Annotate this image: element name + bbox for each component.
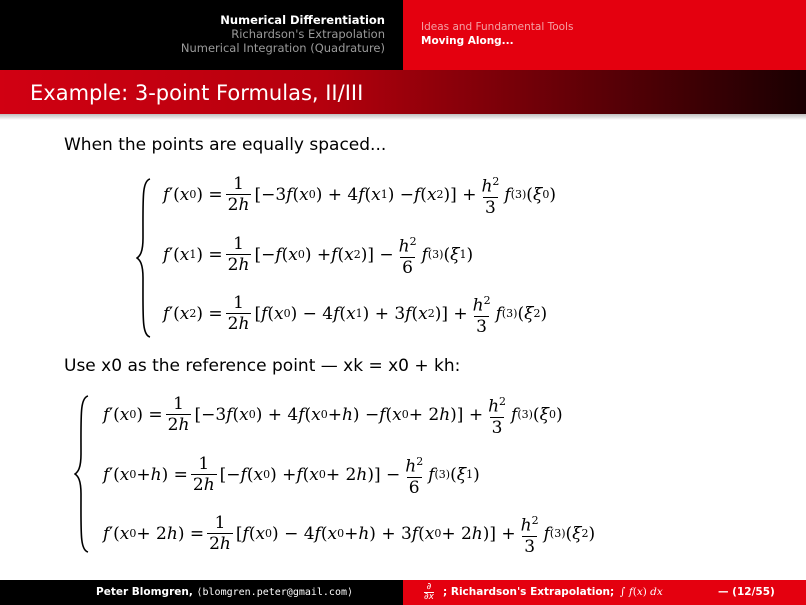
equation-fprime-x0: f ′( x 0 ) = $\frac{1}{2h}$ [−3 f ( x 0 ) + 4 f ( x 1 ) − f ( x 2 )] + $\frac{h^2}{3}$ f (3) ( ξ 0 )	[163, 174, 556, 218]
equation-fprime-x0-ref: f ′( x 0 ) = $\frac{1}{2h}$ [−3 f ( x 0 ) + 4 f ( x 0 + h ) − f ( x 0 + 2 h )] + $\frac{h^2}{3}$ f (3) ( ξ 0 )	[103, 394, 563, 438]
left-brace-system-2	[74, 395, 90, 553]
nav-subsection-moving-along[interactable]: Moving Along...	[421, 35, 514, 47]
nav-section-richardson[interactable]: Richardson's Extrapolation	[231, 27, 385, 41]
equation-fprime-x1: f ′( x 1 ) = $\frac{1}{2h}$ [− f ( x 0 ) + f ( x 2 )] − $\frac{h^2}{6}$ f (3) ( ξ 1 )	[163, 234, 474, 278]
equation-fprime-x0-plus-2h: f ′( x 0 + 2 h ) = $\frac{1}{2h}$ [ f ( x 0 ) − 4 f ( x 0 + h ) + 3 f ( x 0 + 2 h )] + $\frac{h^2}{3}$ f (3) ( ξ 2 )	[103, 513, 596, 557]
nav-subsection-ideas[interactable]: Ideas and Fundamental Tools	[421, 21, 574, 33]
nav-section-numerical-differentiation[interactable]: Numerical Differentiation	[220, 13, 385, 27]
header-sections-panel	[0, 0, 403, 70]
equation-fprime-x2: f ′( x 2 ) = $\frac{1}{2h}$ [ f ( x 0 ) − 4 f ( x 1 ) + 3 f ( x 2 )] + $\frac{h^2}{3}$ f (3) ( ξ 2 )	[163, 293, 548, 337]
frame-title: Example: 3-point Formulas, II/III	[30, 81, 364, 105]
frame-title-bar	[0, 70, 806, 114]
title-shadow	[0, 114, 806, 120]
footer-author-name: Peter Blomgren,	[96, 586, 193, 598]
nav-section-quadrature[interactable]: Numerical Integration (Quadrature)	[180, 41, 385, 55]
footer-title: ; Richardson's Extrapolation;	[443, 586, 615, 598]
intro-text: When the points are equally spaced...	[64, 135, 387, 155]
equation-fprime-x0-plus-h: f ′( x 0 + h ) = $\frac{1}{2h}$ [− f ( x 0 ) + f ( x 0 + 2 h )] − $\frac{h^2}{6}$ f (3) ( ξ 1 )	[103, 454, 480, 498]
left-brace-system-1	[136, 178, 152, 338]
integral-symbol: ∫ f(x) dx	[620, 586, 663, 598]
reference-point-text: Use x0 as the reference point — xk = x0 + kh:	[64, 356, 461, 376]
footer-email: ⟨blomgren.peter@gmail.com⟩	[196, 587, 354, 598]
header-subsections-panel	[403, 0, 806, 70]
footer-author	[96, 586, 353, 598]
partial-derivative-symbol: ∂ ∂x	[424, 582, 434, 602]
footer-page-number[interactable]: — (12/55)	[718, 586, 775, 598]
